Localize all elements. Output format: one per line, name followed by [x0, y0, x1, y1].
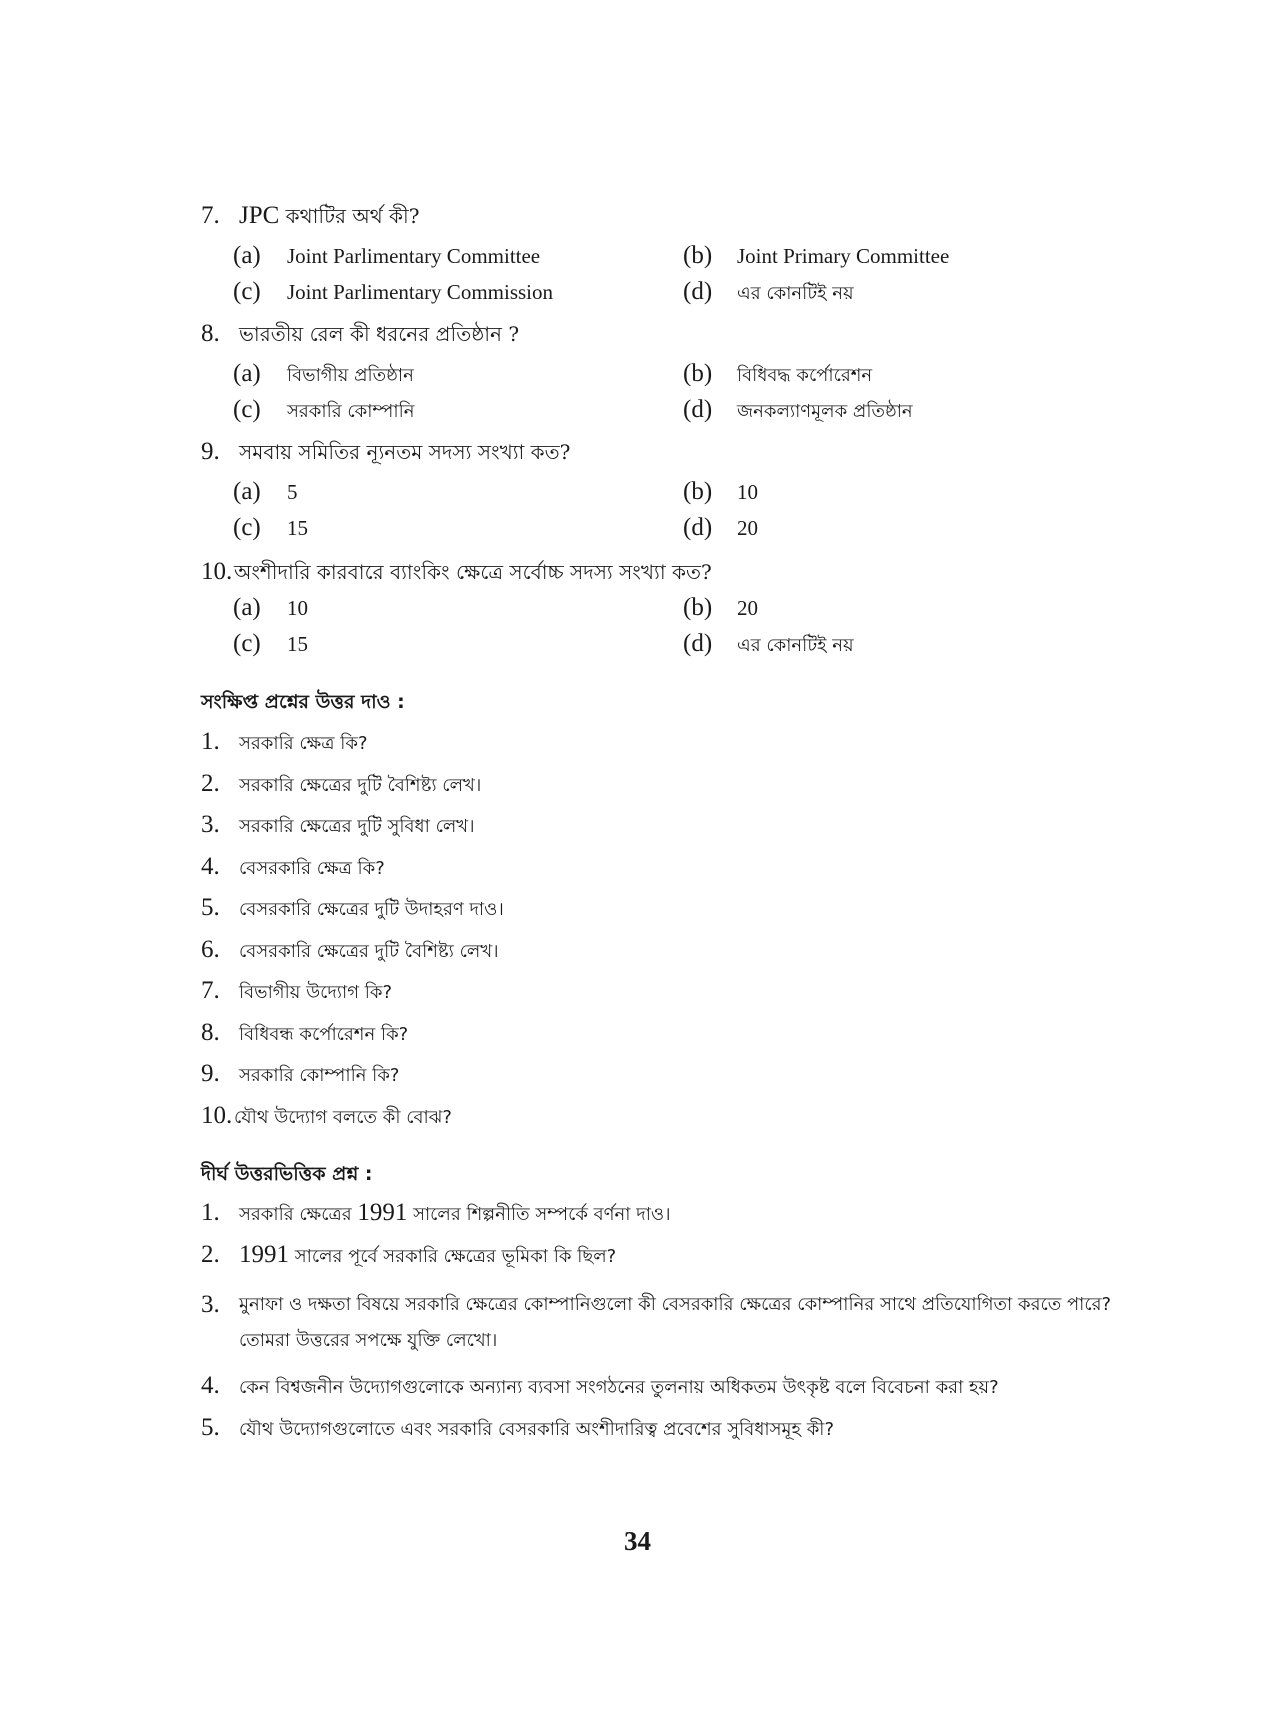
list-item: 2. সরকারি ক্ষেত্রের দুটি বৈশিষ্ট্য লেখ।: [201, 769, 482, 797]
mcq-question-8: [201, 320, 1181, 432]
option-b: (b) বিধিবদ্ধ কর্পোরেশন: [683, 360, 873, 387]
mcq-question-7: [201, 202, 1181, 314]
short-answer-list: [201, 728, 1181, 1143]
question-text: JPC কথাটির অর্থ কী?: [239, 202, 420, 229]
long-answer-heading: দীর্ঘ উত্তরভিত্তিক প্রশ্ন :: [201, 1163, 373, 1185]
long-answer-list: [201, 1199, 1181, 1455]
option-a: (a) 5: [233, 478, 298, 505]
option-c: (c) সরকারি কোম্পানি: [233, 396, 415, 423]
option-d: (d) 20: [683, 514, 758, 541]
question-number: 10.: [201, 558, 233, 585]
list-item: 4. কেন বিশ্বজনীন উদ্যোগগুলোকে অন্যান্য ব্যবসা সংগঠনের তুলনায় অধিকতম উৎকৃষ্ট বলে বিবেচনা করা হয়?: [201, 1372, 999, 1399]
option-d: (d) এর কোনটিই নয়: [683, 630, 854, 657]
list-item: 9. সরকারি কোম্পানি কি?: [201, 1060, 400, 1087]
list-item: 8. বিধিবন্ধ কর্পোরেশন কি?: [201, 1018, 409, 1046]
list-item: 6. বেসরকারি ক্ষেত্রের দুটি বৈশিষ্ট্য লেখ।: [201, 935, 499, 963]
question-number: 8.: [201, 320, 220, 347]
short-answer-heading: সংক্ষিপ্ত প্রশ্নের উত্তর দাও :: [201, 691, 405, 713]
option-a: (a) 10: [233, 594, 308, 621]
option-a: (a) Joint Parlimentary Committee: [233, 242, 541, 269]
mcq-question-10: [201, 558, 1181, 666]
question-number: 7.: [201, 202, 220, 229]
question-text: অংশীদারি কারবারে ব্যাংকিং ক্ষেত্রে সর্বোচ্চ সদস্য সংখ্যা কত?: [234, 560, 712, 584]
mcq-question-9: [201, 438, 1181, 550]
list-item: 7. বিভাগীয় উদ্যোগ কি?: [201, 977, 393, 1004]
list-item: 1. সরকারি ক্ষেত্র কি?: [201, 728, 368, 755]
option-c: (c) 15: [233, 630, 308, 657]
list-item: 5. বেসরকারি ক্ষেত্রের দুটি উদাহরণ দাও।: [201, 894, 504, 921]
list-item: 4. বেসরকারি ক্ষেত্র কি?: [201, 852, 385, 880]
option-a: (a) বিভাগীয় প্রতিষ্ঠান: [233, 360, 414, 387]
list-item: 1. সরকারি ক্ষেত্রের 1991 সালের শিল্পনীতি সম্পর্কে বর্ণনা দাও।: [201, 1199, 671, 1226]
question-number: 9.: [201, 438, 220, 465]
option-b: (b) Joint Primary Committee: [683, 242, 950, 269]
option-c: (c) Joint Parlimentary Commission: [233, 278, 553, 305]
option-c: (c) 15: [233, 514, 308, 541]
option-d: (d) এর কোনটিই নয়: [683, 278, 854, 305]
question-text: সমবায় সমিতির ন্যূনতম সদস্য সংখ্যা কত?: [239, 440, 571, 464]
list-item: 10. যৌথ উদ্যোগ বলতে কী বোঝ?: [201, 1101, 452, 1129]
question-text: ভারতীয় রেল কী ধরনের প্রতিষ্ঠান ?: [239, 322, 520, 346]
list-item: 3. সরকারি ক্ষেত্রের দুটি সুবিধা লেখ।: [201, 811, 475, 838]
option-b: (b) 10: [683, 478, 758, 505]
list-item: 2. 1991 সালের পূর্বে সরকারি ক্ষেত্রের ভূমিকা কি ছিল?: [201, 1240, 617, 1268]
page-number: 34: [624, 1526, 651, 1556]
list-item: 3. মুনাফা ও দক্ষতা বিষয়ে সরকারি ক্ষেত্রের কোম্পানিগুলো কী বেসরকারি ক্ষেত্রের কোম্পানির সাথে প্রতিযোগিতা করতে পারে? তোমরা উত্তরের সপক্ষে যুক্তি লেখো।: [201, 1291, 1112, 1351]
option-b: (b) 20: [683, 594, 758, 621]
option-d: (d) জনকল্যাণমূলক প্রতিষ্ঠান: [683, 396, 913, 423]
list-item: 5. যৌথ উদ্যোগগুলোতে এবং সরকারি বেসরকারি অংশীদারিত্ব প্রবেশের সুবিধাসমূহ কী?: [201, 1413, 834, 1441]
